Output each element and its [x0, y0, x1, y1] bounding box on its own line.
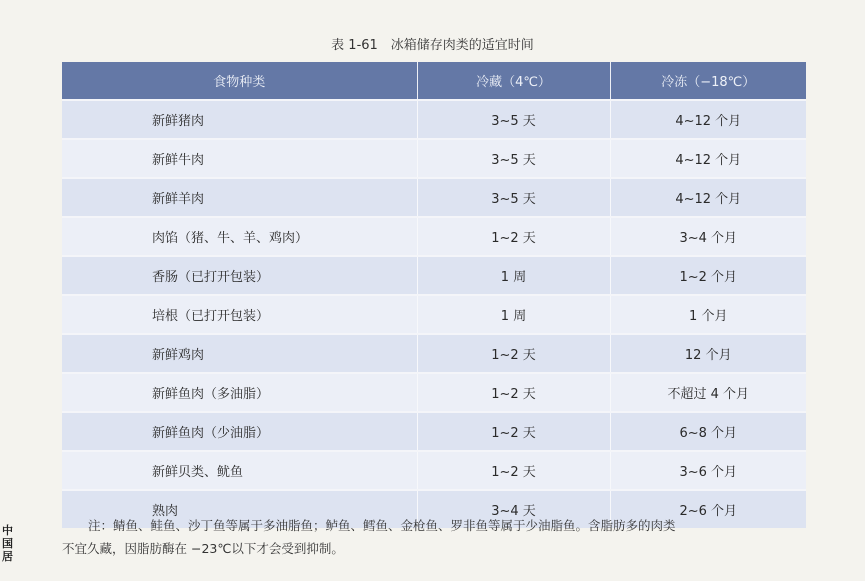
footnote-line-1: 注：鲭鱼、鲑鱼、沙丁鱼等属于多油脂鱼；鲈鱼、鳕鱼、金枪鱼、罗非鱼等属于少油脂鱼。含脂肪多的肉类	[88, 518, 676, 533]
table-header-row	[62, 62, 806, 100]
refrigerated-cell: 1~2 天	[417, 334, 610, 373]
table-row	[62, 334, 806, 373]
frozen-cell: 不超过 4 个月	[610, 373, 806, 412]
food-cell: 新鲜鱼肉（少油脂）	[62, 412, 417, 451]
frozen-cell: 4~12 个月	[610, 178, 806, 217]
meat-storage-table	[62, 62, 806, 528]
table-row	[62, 178, 806, 217]
frozen-cell: 1~2 个月	[610, 256, 806, 295]
frozen-cell: 2~6 个月	[610, 490, 806, 528]
table-row	[62, 451, 806, 490]
footnote-line-2: 不宜久藏，因脂肪酶在 −23℃以下才会受到抑制。	[62, 541, 344, 556]
food-cell: 新鲜猪肉	[62, 100, 417, 139]
frozen-cell: 12 个月	[610, 334, 806, 373]
margin-char: 国	[2, 537, 13, 550]
refrigerated-cell: 3~4 天	[417, 490, 610, 528]
refrigerated-cell: 3~5 天	[417, 139, 610, 178]
frozen-cell: 1 个月	[610, 295, 806, 334]
table-row	[62, 295, 806, 334]
refrigerated-cell: 1 周	[417, 295, 610, 334]
refrigerated-cell: 1 周	[417, 256, 610, 295]
table-row	[62, 373, 806, 412]
refrigerated-cell: 1~2 天	[417, 217, 610, 256]
margin-char: 居	[2, 550, 13, 563]
food-cell: 熟肉	[62, 490, 417, 528]
refrigerated-cell: 1~2 天	[417, 412, 610, 451]
refrigerated-cell: 3~5 天	[417, 100, 610, 139]
margin-book-title	[2, 524, 16, 563]
table-row	[62, 256, 806, 295]
refrigerated-cell: 1~2 天	[417, 373, 610, 412]
table-row	[62, 412, 806, 451]
header-refrigerated: 冷藏（4℃）	[417, 62, 610, 100]
frozen-cell: 6~8 个月	[610, 412, 806, 451]
table-row	[62, 100, 806, 139]
food-cell: 新鲜鸡肉	[62, 334, 417, 373]
table-row	[62, 139, 806, 178]
footnote	[62, 514, 822, 560]
food-cell: 培根（已打开包装）	[62, 295, 417, 334]
food-cell: 新鲜羊肉	[62, 178, 417, 217]
food-cell: 香肠（已打开包装）	[62, 256, 417, 295]
food-cell: 新鲜鱼肉（多油脂）	[62, 373, 417, 412]
margin-char: 中	[2, 524, 13, 537]
header-frozen: 冷冻（−18℃）	[610, 62, 806, 100]
frozen-cell: 4~12 个月	[610, 139, 806, 178]
frozen-cell: 4~12 个月	[610, 100, 806, 139]
frozen-cell: 3~4 个月	[610, 217, 806, 256]
header-food-type: 食物种类	[62, 62, 417, 100]
refrigerated-cell: 3~5 天	[417, 178, 610, 217]
refrigerated-cell: 1~2 天	[417, 451, 610, 490]
frozen-cell: 3~6 个月	[610, 451, 806, 490]
food-cell: 新鲜贝类、鱿鱼	[62, 451, 417, 490]
food-cell: 肉馅（猪、牛、羊、鸡肉）	[62, 217, 417, 256]
table-caption: 表 1-61 冰箱储存肉类的适宜时间	[331, 38, 534, 53]
food-cell: 新鲜牛肉	[62, 139, 417, 178]
table-row	[62, 217, 806, 256]
